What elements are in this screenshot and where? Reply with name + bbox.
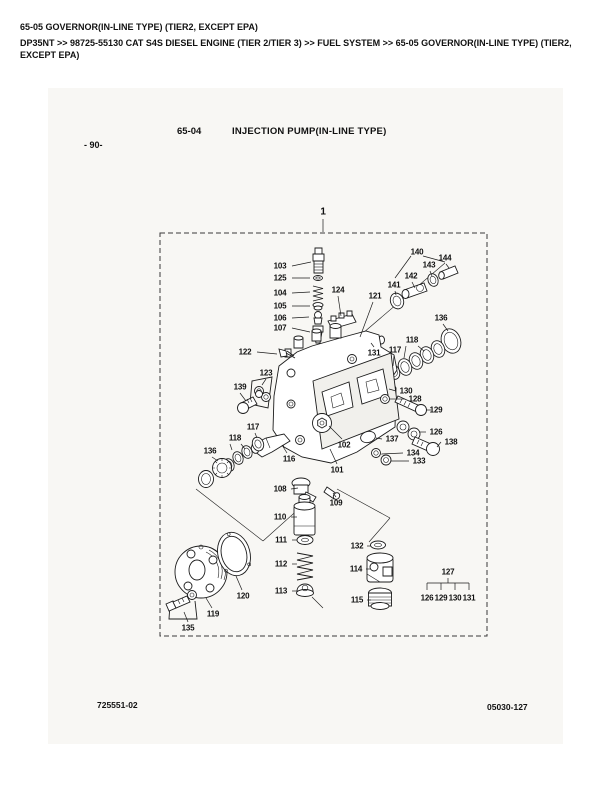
part-label-1: 1: [320, 206, 326, 218]
part-label-132: 132: [350, 541, 364, 551]
part-label-104: 104: [273, 288, 287, 298]
part-label-138: 138: [444, 437, 458, 447]
part-label-114: 114: [349, 564, 363, 574]
part-label-126: 126: [420, 593, 434, 603]
part-label-118: 118: [228, 433, 242, 443]
part-label-139: 139: [233, 382, 247, 392]
part-label-102: 102: [337, 440, 351, 450]
part-label-101: 101: [330, 465, 344, 475]
part-label-131: 131: [462, 593, 476, 603]
breadcrumb: DP35NT >> 98725-55130 CAT S4S DIESEL ENGINE (TIER 2/TIER 3) >> FUEL SYSTEM >> 65-05 GOVERNOR(IN-LINE TYPE) (TIER2, EXCEPT EPA): [20, 38, 572, 60]
part-label-111: 111: [275, 535, 287, 545]
part-label-120: 120: [236, 591, 250, 601]
part-label-113: 113: [274, 586, 288, 596]
part-label-126: 126: [429, 427, 443, 437]
part-label-141: 141: [387, 280, 401, 290]
part-label-118: 118: [405, 335, 419, 345]
part-label-105: 105: [273, 301, 287, 311]
part-label-135: 135: [181, 623, 195, 633]
part-label-115: 115: [350, 595, 364, 605]
part-label-136: 136: [434, 313, 448, 323]
part-label-116: 116: [282, 454, 296, 464]
part-label-143: 143: [422, 260, 436, 270]
footer-plate-number: 05030-127: [487, 702, 528, 712]
part-label-144: 144: [438, 253, 452, 263]
figure-title: INJECTION PUMP(IN-LINE TYPE): [232, 126, 387, 137]
part-label-140: 140: [410, 247, 424, 257]
part-label-128: 128: [408, 394, 422, 404]
part-label-110: 110: [273, 512, 287, 522]
part-label-136: 136: [203, 446, 217, 456]
part-label-121: 121: [368, 291, 382, 301]
part-label-119: 119: [206, 609, 220, 619]
part-label-129: 129: [434, 593, 448, 603]
part-label-103: 103: [273, 261, 287, 271]
page-title: 65-05 GOVERNOR(IN-LINE TYPE) (TIER2, EXCEPT EPA): [20, 22, 258, 32]
part-label-133: 133: [412, 456, 426, 466]
figure-section-code: 65-04: [177, 126, 202, 137]
part-label-130: 130: [448, 593, 462, 603]
part-label-134: 134: [406, 448, 420, 458]
part-label-125: 125: [273, 273, 287, 283]
footer-figure-number: 725551-02: [97, 700, 138, 710]
part-label-123: 123: [259, 368, 273, 378]
part-label-117: 117: [246, 422, 260, 432]
part-label-137: 137: [385, 434, 399, 444]
part-label-131: 131: [367, 348, 381, 358]
part-label-109: 109: [329, 498, 343, 508]
page-marker: - 90-: [84, 140, 103, 150]
part-label-106: 106: [273, 313, 287, 323]
part-label-108: 108: [273, 484, 287, 494]
part-label-124: 124: [331, 285, 345, 295]
part-label-122: 122: [238, 347, 252, 357]
part-label-112: 112: [274, 559, 288, 569]
part-label-130: 130: [399, 386, 413, 396]
part-label-107: 107: [273, 323, 287, 333]
part-label-142: 142: [404, 271, 418, 281]
part-label-129: 129: [429, 405, 443, 415]
part-label-117: 117: [388, 345, 402, 355]
part-label-127: 127: [441, 567, 455, 577]
